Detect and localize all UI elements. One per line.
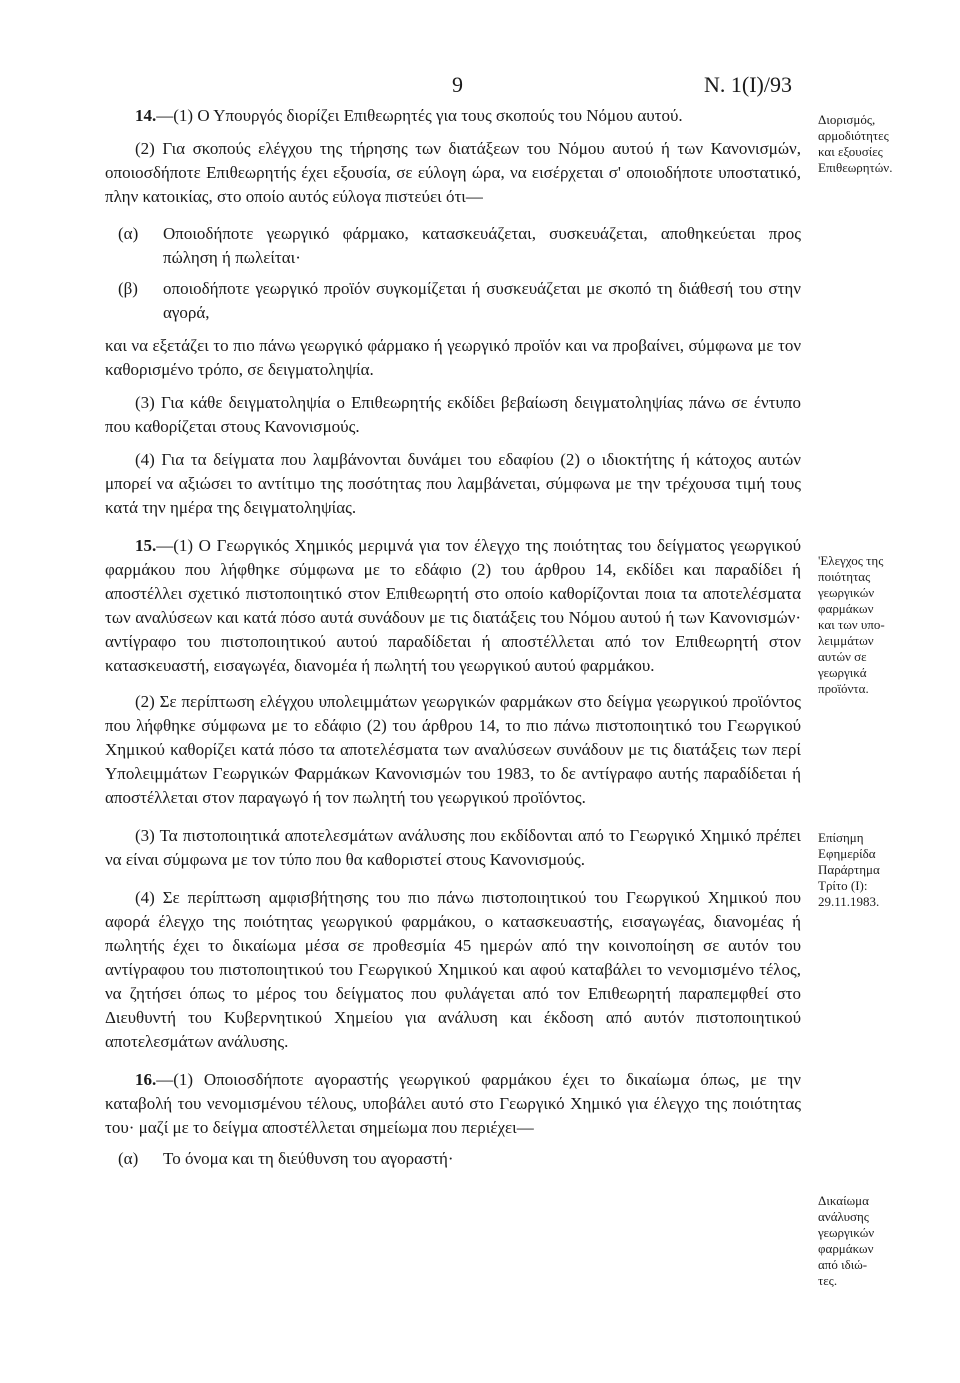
margin-line: ανάλυσης: [818, 1209, 869, 1224]
margin-line: προϊόντα.: [818, 681, 869, 696]
art14-item-a: [105, 222, 801, 270]
article-number: 15.: [135, 536, 157, 555]
margin-line: Διορισμός,: [818, 112, 876, 127]
margin-line: γεωργικών: [818, 1225, 875, 1240]
page-number: 9: [452, 72, 463, 97]
item-text: Το όνομα και τη διεύθυνση του αγοραστή·: [163, 1149, 454, 1168]
margin-line: ποιότητας: [818, 569, 871, 584]
margin-line: από ιδιώ-: [818, 1257, 868, 1272]
margin-line: και εξουσίες: [818, 144, 883, 159]
art14-paragraph-2: (2) Για σκοπούς ελέγχου της τήρησης των διατάξεων του Νόμου αυτού ή των Κανονισμών, οποιοσδήποτε Επιθεωρητής έχει εξουσία, σε εύλογη ώρα, να εισέρχεται σ' οποιοδήποτε υποστατικό, πλην κατοικίας, στο οποίο αυτός εύλογα πιστεύει ότι—: [105, 139, 801, 206]
art14-paragraph-4: (4) Για τα δείγματα που λαμβάνονται δυνάμει του εδαφίου (2) ο ιδιοκτήτης ή κάτοχος αυτών μπορεί να αξιώσει το αντίτιμο της ποσότητας που λαμβάνεται, σύμφωνα με την τρέχουσα τιμή τους κατά την ημέρα της δειγματοληψίας.: [105, 450, 801, 517]
margin-note-quality-control: [818, 553, 928, 697]
item-label: (β): [118, 279, 138, 298]
margin-line: γεωργικά: [818, 665, 867, 680]
art14-paragraph-1: [105, 104, 801, 128]
item-label: (α): [118, 224, 139, 243]
margin-line: και των υπο-: [818, 617, 885, 632]
margin-line: Δικαίωμα: [818, 1193, 869, 1208]
item-text: οποιοδήποτε γεωργικό προϊόν συγκομίζεται ή συσκευάζεται με σκοπό τη διάθεσή του στην αγορά,: [163, 279, 801, 322]
paragraph-text: —(1) Ο Γεωργικός Χημικός μεριμνά για τον έλεγχο της ποιότητας του δείγματος γεωργικού φαρμάκου που λήφθηκε σύμφωνα με το εδάφιο (2) του άρθρου 14, εκδίδει και παραδίδει ή αποστέλλει σχετικό πιστοποιητικό στον Επιθεωρητή στο οποίο καθορίζονται ποια τα αποτελέσματα των αναλύσεων και κατά πόσο αυτά συνάδουν με τις διατάξεις του Νόμου αυτού ή των Κανονισμών· αντίγραφο του πιστοποιητικού αυτού παραδίδεται ή αποστέλλεται από τον Επιθεωρητή στον κατασκευαστή, εισαγωγέα, διανομέα ή πωλητή του γεωργικού αυτού φαρμάκου.: [105, 536, 801, 675]
margin-line: Παράρτημα: [818, 862, 880, 877]
art14-item-b: [105, 277, 801, 325]
margin-line: Επιθεωρητών.: [818, 160, 893, 175]
main-text: [105, 104, 801, 1171]
margin-line: 'Ελεγχος της: [818, 553, 884, 568]
law-reference: Ν. 1(Ι)/93: [704, 72, 792, 97]
paragraph-text: —(1) Ο Υπουργός διορίζει Επιθεωρητές για τους σκοπούς του Νόμου αυτού.: [156, 106, 683, 125]
art15-paragraph-1: [105, 534, 801, 678]
margin-note-appointment: [818, 112, 928, 176]
margin-line: λειμμάτων: [818, 633, 874, 648]
art16-item-a: [105, 1147, 801, 1171]
margin-line: αρμοδιότητες: [818, 128, 889, 143]
art14-paragraph-2-tail: και να εξετάζει το πιο πάνω γεωργικό φάρμακο ή γεωργικό προϊόν και να προβαίνει, σύμφωνα με τον καθορισμένο τρόπο, σε δειγματοληψία.: [105, 336, 801, 379]
art14-paragraph-3: (3) Για κάθε δειγματοληψία ο Επιθεωρητής εκδίδει βεβαίωση δειγματοληψίας πάνω σε έντυπο που καθορίζεται στους Κανονισμούς.: [105, 393, 801, 436]
margin-line: 29.11.1983.: [818, 894, 880, 909]
article-number: 16.: [135, 1070, 157, 1089]
art16-paragraph-1: [105, 1068, 801, 1140]
article-number: 14.: [135, 106, 157, 125]
margin-line: Τρίτο (Ι):: [818, 878, 868, 893]
art15-paragraph-4: (4) Σε περίπτωση αμφισβήτησης του πιο πάνω πιστοποιητικού του Γεωργικού Χημικού που αφορά έλεγχο της ποιότητας γεωργικού φαρμάκου, ο κατασκευαστής, εισαγωγέας, διανομέας ή πωλητής έχει το δικαίωμα μέσα σε προθεσμία 45 ημερών από την κοινοποίηση σε αυτόν του αντίγραφου του πιστοποιητικού του Γεωργικού Χημικού και αφού καταβάλει το νενομισμένο τέλος, να ζητήσει όπως το μέρος του δείγματος που φυλάγεται από τον Επιθεωρητή παραπεμφθεί στο Διευθυντή του Κυβερνητικού Χημείου για ανάλυση και έκδοση από αυτόν πιστοποιητικού αποτελεσμάτων ανάλυσης.: [105, 888, 801, 1051]
margin-line: γεωργικών: [818, 585, 875, 600]
margin-note-gazette: [818, 830, 928, 910]
paragraph-text: —(1) Οποιοσδήποτε αγοραστής γεωργικού φαρμάκου έχει το δικαίωμα όπως, με την καταβολή του νενομισμένου τέλους, υποβάλει αυτό στο Γεωργικό Χημικό για έλεγχο της ποιότητας του· μαζί με το δείγμα αποστέλλεται σημείωμα που περιέχει—: [105, 1070, 801, 1137]
art15-paragraph-3: (3) Τα πιστοποιητικά αποτελεσμάτων ανάλυσης που εκδίδονται από το Γεωργικό Χημικό πρέπει να είναι σύμφωνα με τον τύπο που θα καθοριστεί στους Κανονισμούς.: [105, 826, 801, 869]
margin-line: φαρμάκων: [818, 601, 874, 616]
margin-note-private-analysis: [818, 1193, 928, 1289]
margin-line: Επίσημη: [818, 830, 864, 845]
margin-line: Εφημερίδα: [818, 846, 876, 861]
margin-line: τες.: [818, 1273, 838, 1288]
item-text: Οποιοδήποτε γεωργικό φάρμακο, κατασκευάζεται, συσκευάζεται, αποθηκεύεται προς πώληση ή πωλείται·: [163, 224, 801, 267]
margin-line: αυτών σε: [818, 649, 867, 664]
art15-paragraph-2: (2) Σε περίπτωση ελέγχου υπολειμμάτων γεωργικών φαρμάκων στο δείγμα γεωργικού προϊόντος που λήφθηκε σύμφωνα με το εδάφιο (2) του άρθρου 14, το πιο πάνω πιστοποιητικό του Γεωργικού Χημικού καθορίζει κατά πόσο τα αποτελέσματα των αναλύσεων συνάδουν με τις διατάξεις των περί Υπολειμμάτων Γεωργικών Φαρμάκων Κανονισμών του 1983, το δε αντίγραφο αυτής παραδίδεται ή αποστέλλεται στον παραγωγό ή τον πωλητή του γεωργικού προϊόντος.: [105, 692, 801, 807]
item-label: (α): [118, 1149, 139, 1168]
margin-line: φαρμάκων: [818, 1241, 874, 1256]
